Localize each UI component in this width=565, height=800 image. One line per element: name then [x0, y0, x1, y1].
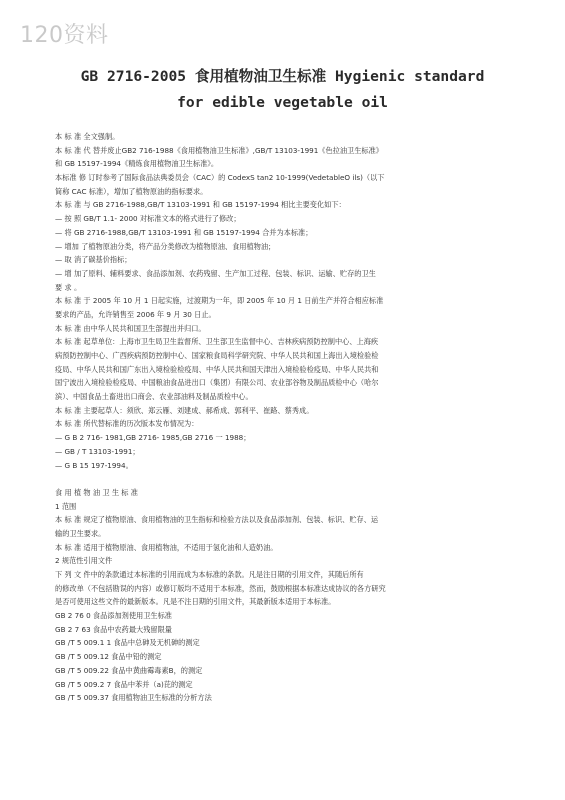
body-line: 要 求 。 [55, 282, 82, 292]
body-line: 本 标 准 所代替标准的历次版本发布情况为： [55, 419, 199, 429]
body-line: 本 标 准 主要起草人：须欣、郑云雁、刘建成、郝希成、郭利平、崔路、蔡秀成。 [55, 405, 314, 415]
watermark: 120资料 [20, 23, 109, 48]
body-line: — 取 消了碳基价指标； [55, 255, 132, 265]
body-line: 下 列 文 件中的条款通过本标准的引用而成为本标准的条款。凡是注日期的引用文件，其随后所有 [55, 570, 364, 579]
body-line: 本 标 准 于 2005 年 10 月 1 日起实施，过渡期为一年，即 2005 年 10 月 1 日前生产并符合相应标准 [55, 296, 384, 306]
body-line: 本 标 准 与 GB 2716-1988,GB/T 13103-1991 和 GB 15197-1994 相比主要变化如下： [55, 200, 346, 210]
body-line: 本 标 准 规定了植物原油、食用植物油的卫生指标和检验方法以及食品添加剂、包装、标识、贮存、运 [55, 515, 379, 525]
body-line: 国宁波出入境检验检疫局、中国粮油食品进出口（集团）有限公司、农业部谷物及制品质检中心（哈尔 [55, 378, 379, 388]
body-line: 简称 CAC 标准），增加了植物原油的指标要求。 [55, 186, 208, 196]
body-line: — GB / T 13103-1991； [55, 446, 140, 456]
body-line: 和 GB 15197-1994《精炼食用植物油卫生标准》。 [55, 159, 219, 169]
body-line: — G B 2 716- 1981,GB 2716- 1985,GB 2716 一 1988； [55, 433, 251, 443]
body-line [55, 472, 540, 486]
body-line: 是否可使用这些文件的最新版本。凡是不注日期的引用文件，其最新版本适用于本标准。 [55, 597, 336, 607]
body-line: 病预防控制中心、广西疾病预防控制中心、国家粮食局科学研究院、中华人民共和国上海出入境检验检 [55, 351, 379, 360]
body-line: GB /T 5 009.12 食品中铅的测定 [55, 652, 162, 662]
body-line: 本 标 准 代 替并废止GB2 716-1988《食用植物油卫生标准》,GB/T 13103-1991《色拉油卫生标准》 [55, 145, 383, 155]
document-body [55, 130, 540, 705]
body-line: GB /T 5 009.22 食品中黄曲霉毒素B，的测定 [55, 665, 203, 675]
body-line: — 增 加了原料、辅料要求、食品添加剂、农药残留、生产加工过程、包装、标识、运输、贮存的卫生 [55, 268, 376, 278]
body-line: 滨）、中国食品土畜进出口商会、农业部油料及制品质检中心。 [55, 392, 253, 402]
body-line: — G B 15 197-1994。 [55, 460, 133, 470]
body-line: GB /T 5 009.2 7 食品中苯并（a)芘的测定 [55, 679, 193, 689]
body-line: GB /T 5 009.37 食用植物油卫生标准的分析方法 [55, 693, 212, 703]
document-title-line-2: for edible vegetable oil [177, 94, 388, 111]
body-line: 要求的产品，允许销售至 2006 年 9 月 30 日止。 [55, 309, 216, 319]
body-line: 本 标 准 起草单位：上海市卫生局卫生监督所、卫生部卫生监督中心、吉林疾病预防控制中心、上海疾 [55, 337, 379, 347]
body-line: — 按 照 GB/T 1.1- 2000 对标准文本的格式进行了修改； [55, 214, 241, 224]
body-line: 本 标 准 由中华人民共和国卫生部提出并归口。 [55, 323, 206, 333]
body-line: 2 规范性引用文件 [55, 556, 113, 566]
body-line: 本 标 准 适用于植物原油、食用植物油，不适用于氢化油和人造奶油。 [55, 542, 278, 552]
body-line: GB 2 7 63 食品中农药最大残留限量 [55, 624, 172, 634]
body-line: GB 2 76 0 食品添加剂使用卫生标准 [55, 611, 172, 621]
body-line: 1 范围 [55, 501, 77, 511]
body-line: 本 标 准 全文强制。 [55, 132, 120, 141]
body-line: 输的卫生要求。 [55, 528, 106, 538]
body-line: GB /T 5 009.1 1 食品中总砷及无机砷的测定 [55, 638, 200, 648]
body-line: — 将 GB 2716-1988,GB/T 13103-1991 和 GB 15197-1994 合并为本标准； [55, 227, 313, 237]
body-line: 疫局、中华人民共和国广东出入境检验检疫局、中华人民共和国天津出入境检验检疫局、中华人民共和 [55, 364, 379, 374]
body-line: 的修改单（不包括勘误的内容）或修订版均不适用于本标准，然而，鼓励根据本标准达成协议的各方研究 [55, 583, 386, 593]
body-line: — 增加 了植物原油分类，将产品分类修改为植物原油、食用植物油； [55, 241, 276, 251]
body-line: 食 用 植 物 油 卫 生 标 准 [55, 487, 138, 497]
body-line: 本标准 修 订时参考了国际食品法典委员会（CAC）的 CodexS tan2 10-1999(VedetableO ils)（以下 [55, 173, 385, 183]
document-title-line-1: GB 2716-2005 食用植物油卫生标准 Hygienic standard [80, 68, 485, 85]
